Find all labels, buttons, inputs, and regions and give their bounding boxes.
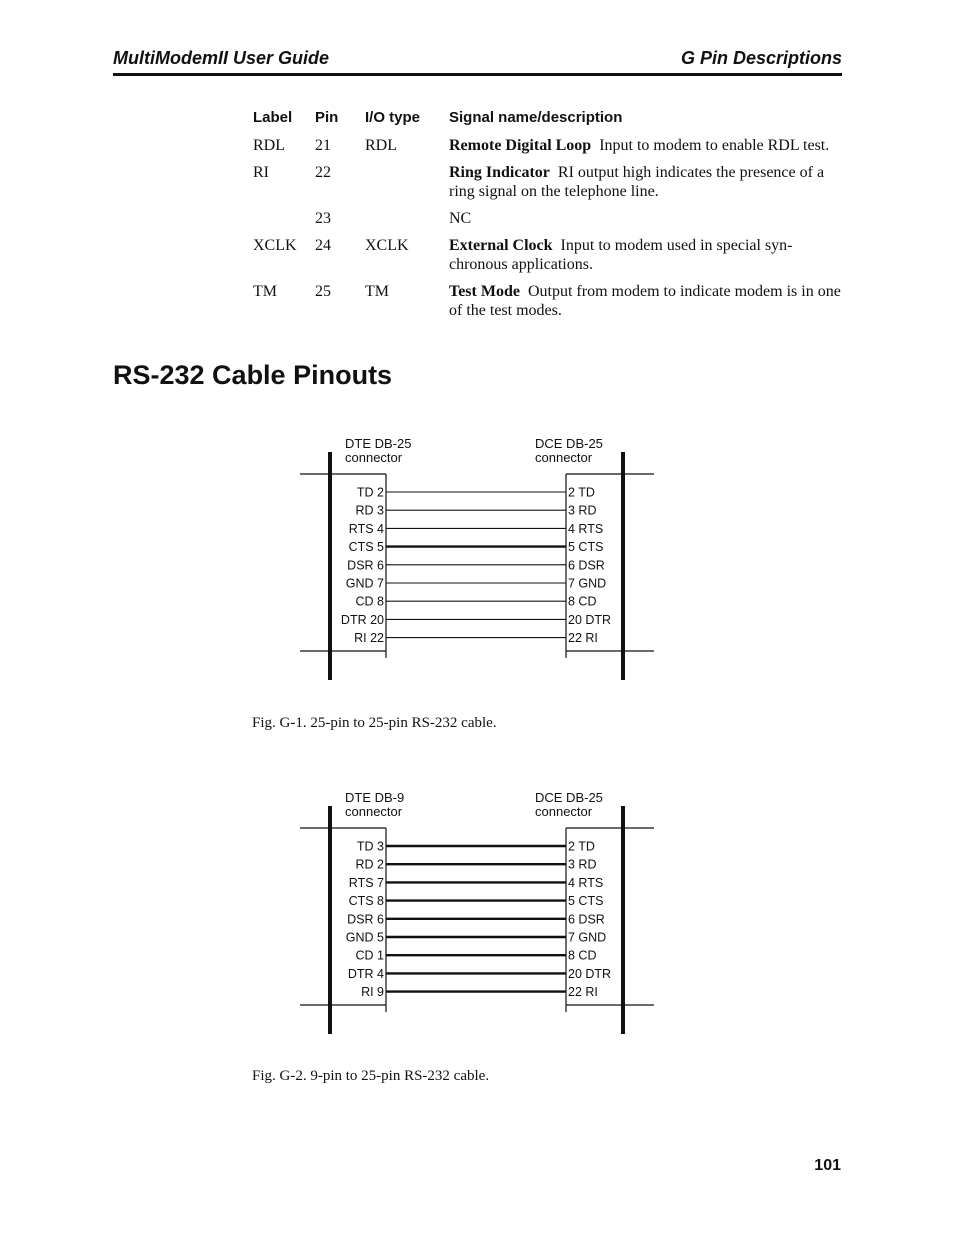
cell-io-type: RDL — [365, 137, 397, 154]
section-title: RS-232 Cable Pinouts — [113, 360, 393, 390]
left-connector-title: DTE DB-9 — [345, 790, 405, 805]
signal-table — [247, 106, 847, 326]
column-header-pin: Pin — [315, 109, 339, 126]
cell-label: XCLK — [253, 237, 297, 254]
left-pin-label: GND 7 — [345, 576, 384, 591]
signal-description: Input to modem to enable RDL test. — [599, 137, 830, 154]
cell-io-type: TM — [365, 283, 389, 300]
left-pin-label: RI 9 — [361, 985, 384, 1000]
left-pin-label: DSR 6 — [347, 912, 384, 927]
right-connector-title: DCE DB-25 — [535, 790, 603, 805]
left-pin-label: GND 5 — [345, 930, 384, 945]
right-pin-label: 22 RI — [568, 985, 598, 1000]
running-header-section: G Pin Descriptions — [680, 48, 842, 68]
cell-description — [443, 234, 847, 280]
signal-description: Input to modem used in special syn-chronous applications. — [449, 237, 793, 273]
cell-description — [443, 207, 847, 234]
column-header-io-type: I/O type — [365, 109, 421, 126]
cable-diagram-25-to-25 — [296, 432, 658, 682]
cable-diagram-svg — [296, 786, 658, 1036]
cell-pin: 24 — [315, 237, 331, 254]
cable-diagram-9-to-25 — [296, 786, 658, 1036]
signal-description: Output from modem to indicate modem is in one of the test modes. — [449, 283, 841, 319]
table-row — [247, 207, 847, 234]
page-number: 101 — [814, 1157, 841, 1174]
signal-description: RI output high indicates the presence of a ring signal on the telephone line. — [449, 164, 825, 200]
left-pin-label: CD 1 — [355, 948, 384, 963]
right-pin-label: 6 DSR — [568, 912, 605, 927]
left-pin-label: RTS 7 — [348, 875, 384, 890]
table-row — [247, 134, 847, 161]
signal-name: External Clock — [449, 237, 553, 254]
figure-caption: Fig. G-2. 9-pin to 25-pin RS-232 cable. — [252, 1068, 490, 1084]
cell-pin: 22 — [315, 164, 331, 181]
right-pin-label: 20 DTR — [568, 612, 612, 627]
cell-label: TM — [253, 283, 277, 300]
table-header-row — [247, 106, 847, 134]
left-pin-label: CTS 8 — [348, 894, 384, 909]
left-pin-label: RI 22 — [354, 631, 384, 646]
cell-label — [247, 207, 309, 234]
right-connector-title: connector — [535, 450, 593, 465]
right-pin-label: 22 RI — [568, 631, 598, 646]
cell-io-type: XCLK — [365, 237, 409, 254]
right-pin-label: 20 DTR — [568, 966, 612, 981]
left-pin-label: DTR 20 — [340, 612, 384, 627]
right-pin-label: 4 RTS — [568, 521, 604, 536]
left-pin-label: RTS 4 — [348, 521, 384, 536]
signal-name: Test Mode — [449, 283, 520, 300]
column-header-description: Signal name/description — [449, 109, 623, 126]
left-pin-label: RD 2 — [355, 857, 384, 872]
cell-description — [443, 134, 847, 161]
right-pin-label: 3 RD — [568, 503, 597, 518]
column-header-label: Label — [253, 109, 293, 126]
table-row — [247, 161, 847, 207]
cell-pin: 23 — [315, 210, 331, 227]
left-pin-label: CTS 5 — [348, 540, 384, 555]
left-pin-label: DSR 6 — [347, 558, 384, 573]
left-connector-title: connector — [345, 804, 403, 819]
left-pin-label: RD 3 — [355, 503, 384, 518]
right-connector-title: DCE DB-25 — [535, 436, 603, 451]
right-pin-label: 7 GND — [568, 930, 607, 945]
header-rule — [113, 73, 842, 76]
cell-label: RI — [253, 164, 269, 181]
right-pin-label: 8 CD — [568, 594, 597, 609]
signal-name: Ring Indicator — [449, 164, 550, 181]
left-connector-title: DTE DB-25 — [345, 436, 412, 451]
left-pin-label: CD 8 — [355, 594, 384, 609]
cell-pin: 25 — [315, 283, 331, 300]
right-pin-label: 2 TD — [568, 485, 595, 500]
left-pin-label: TD 2 — [356, 485, 384, 500]
figure-caption: Fig. G-1. 25-pin to 25-pin RS-232 cable. — [252, 715, 497, 731]
signal-name: Remote Digital Loop — [449, 137, 592, 154]
right-pin-label: 4 RTS — [568, 875, 604, 890]
right-pin-label: 3 RD — [568, 857, 597, 872]
right-pin-label: 2 TD — [568, 839, 595, 854]
left-pin-label: DTR 4 — [347, 966, 384, 981]
left-connector-title: connector — [345, 450, 403, 465]
cell-description — [443, 161, 847, 207]
signal-description: NC — [449, 210, 472, 227]
right-pin-label: 8 CD — [568, 948, 597, 963]
right-pin-label: 6 DSR — [568, 558, 605, 573]
running-header-title: MultiModemII User Guide — [113, 48, 330, 68]
cell-pin: 21 — [315, 137, 331, 154]
right-pin-label: 7 GND — [568, 576, 607, 591]
cell-io-type — [359, 207, 443, 234]
cell-description — [443, 280, 847, 326]
cell-label: RDL — [253, 137, 285, 154]
table-row — [247, 234, 847, 280]
cable-diagram-svg — [296, 432, 658, 682]
right-pin-label: 5 CTS — [568, 894, 604, 909]
left-pin-label: TD 3 — [356, 839, 384, 854]
cell-io-type — [359, 161, 443, 207]
right-pin-label: 5 CTS — [568, 540, 604, 555]
table-row — [247, 280, 847, 326]
right-connector-title: connector — [535, 804, 593, 819]
